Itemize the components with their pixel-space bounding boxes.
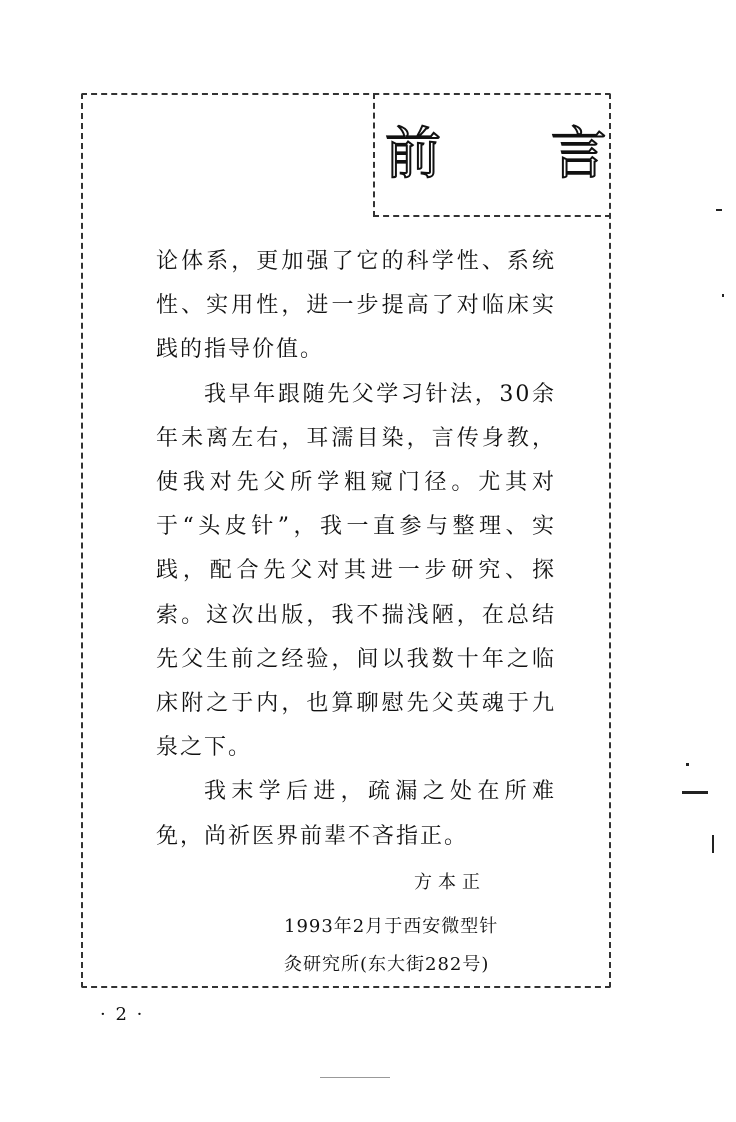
body-text [156, 240, 556, 859]
paragraph-2: 我早年跟随先父学习针法，30余年未离左右，耳濡目染，言传身教，使我对先父所学粗窥门径。尤其对于“头皮针”，我一直参与整理、实践，配合先父对其进一步研究、探索。这次出版，我不揣浅陋，在总结先父生前之经验，间以我数十年之临床附之于内，也算聊慰先父英魂于九泉之下。 [156, 381, 556, 761]
date-place-line-2: 灸研究所(东大街282号) [284, 954, 490, 975]
scan-speck [722, 294, 724, 297]
scan-speck [712, 835, 714, 853]
scan-speck [716, 209, 722, 211]
paragraph-3: 我末学后进，疏漏之处在所难免，尚祈医界前辈不吝指正。 [156, 779, 556, 849]
paragraph-1: 论体系，更加强了它的科学性、系统性、实用性，进一步提高了对临床实践的指导价值。 [156, 249, 556, 363]
scan-speck [686, 763, 689, 766]
date-place-line-1: 1993年2月于西安微型针 [284, 916, 499, 937]
author-signature: 方本正 [414, 872, 486, 893]
scan-speck [320, 1077, 390, 1078]
page-title: 前 言 [385, 122, 653, 187]
page-number: · 2 · [100, 1004, 145, 1025]
scan-speck [682, 791, 708, 794]
